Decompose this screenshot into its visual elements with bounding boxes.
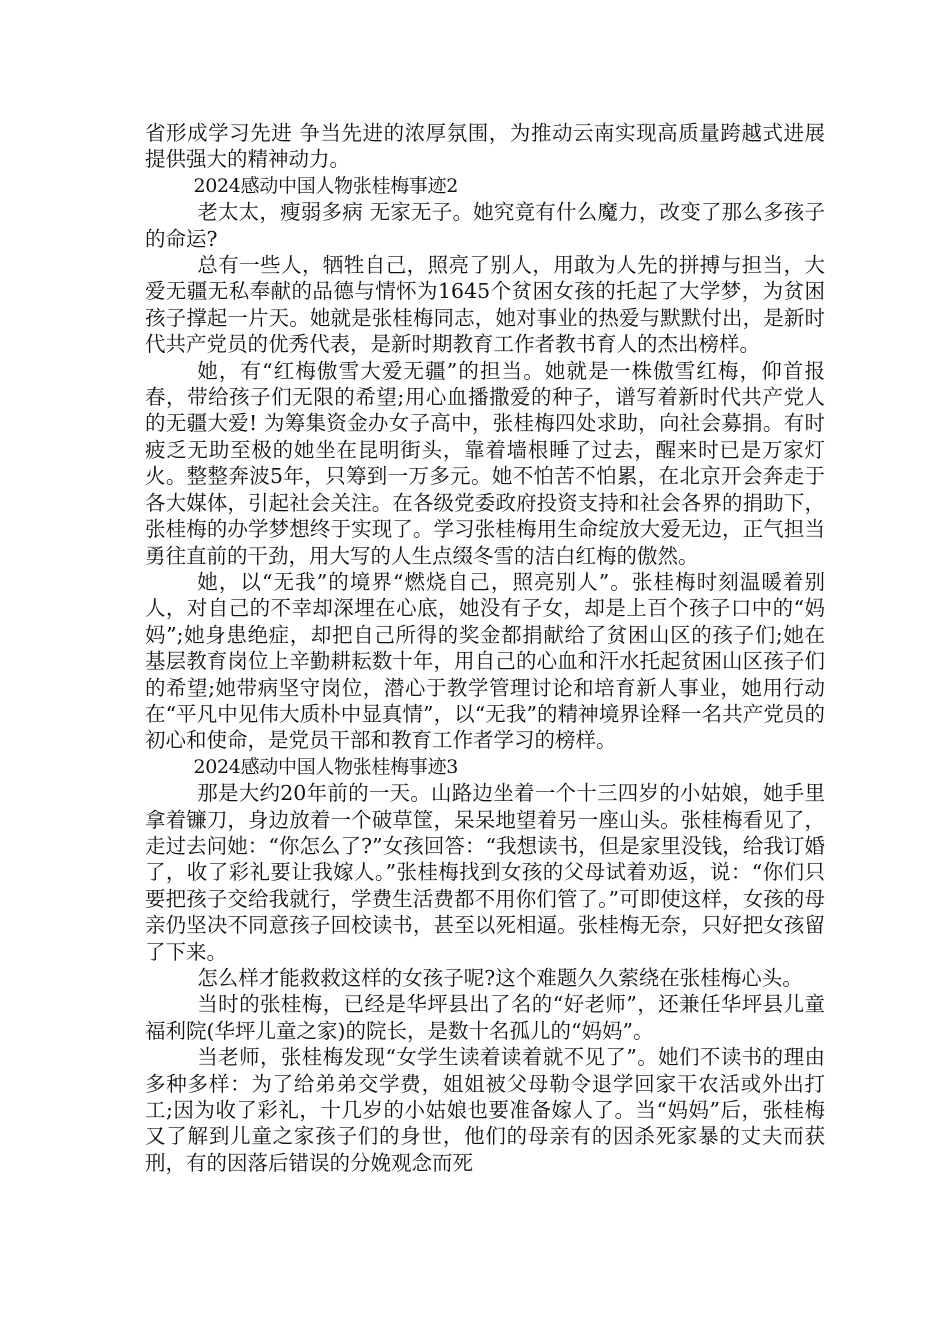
paragraph: 她，有“红梅傲雪大爱无疆”的担当。她就是一株傲雪红梅，仰首报春，带给孩子们无限的希望;用心血播撒爱的种子，谱写着新时代共产党人的无疆大爱! 为筹集资金办女子高中，张桂梅四处求助，向社会募捐。有时疲乏无助至极的她坐在昆明街头，靠着墙根睡了过去，醒来时已是万家灯火。整整奔波5年，只筹到一万多元。她不怕苦不怕累，在北京开会奔走于各大媒体，引起社会关注。在各级党委政府投资支持和社会各界的捐助下，张桂梅的办学梦想终于实现了。学习张桂梅用生命绽放大爱无边，正气担当勇往直前的干劲，用大写的人生点缀冬雪的洁白红梅的傲然。 <box>145 358 825 568</box>
document-body <box>145 120 825 1176</box>
paragraph: 那是大约20年前的一天。山路边坐着一个十三四岁的小姑娘，她手里拿着镰刀，身边放着一个破草筐，呆呆地望着另一座山头。张桂梅看见了，走过去问她：“你怎么了?”女孩回答：“我想读书，但是家里没钱，给我订婚了，收了彩礼要让我嫁人。”张桂梅找到女孩的父母试着劝返，说：“你们只要把孩子交给我就行，学费生活费都不用你们管了。”可即使这样，女孩的母亲仍坚决不同意孩子回校读书，甚至以死相逼。张桂梅无奈，只好把女孩留了下来。 <box>145 781 825 964</box>
paragraph: 总有一些人，牺牲自己，照亮了别人，用敢为人先的拼搏与担当，大爱无疆无私奉献的品德与情怀为1645个贫困女孩的托起了大学梦，为贫困孩子撑起一片天。她就是张桂梅同志，她对事业的热爱与默默付出，是新时代共产党员的优秀代表，是新时期教育工作者教书育人的杰出榜样。 <box>145 253 825 357</box>
section-heading-2: 2024感动中国人物张桂梅事迹2 <box>193 174 459 197</box>
paragraph: 怎么样才能救救这样的女孩子呢?这个难题久久萦绕在张桂梅心头。 <box>197 966 803 990</box>
paragraph: 老太太，瘦弱多病 无家无子。她究竟有什么魔力，改变了那么多孩子的命运? <box>145 200 825 251</box>
paragraph-continuation: 省形成学习先进 争当先进的浓厚氛围，为推动云南实现高质量跨越式进展提供强大的精神动力。 <box>145 121 825 172</box>
paragraph: 当老师，张桂梅发现“女学生读着读着就不见了”。她们不读书的理由多种多样：为了给弟弟交学费，姐姐被父母勒令退学回家干农活或外出打工;因为收了彩礼，十几岁的小姑娘也要准备嫁人了。当“妈妈”后，张桂梅又了解到儿童之家孩子们的身世，他们的母亲有的因杀死家暴的丈夫而获刑，有的因落后错误的分娩观念而死 <box>145 1045 825 1175</box>
paragraph: 当时的张桂梅，已经是华坪县出了名的“好老师”，还兼任华坪县儿童福利院(华坪儿童之家)的院长，是数十名孤儿的“妈妈”。 <box>145 992 825 1043</box>
paragraph: 她，以“无我”的境界“燃烧自己，照亮别人”。张桂梅时刻温暖着别人，对自己的不幸却深埋在心底，她没有子女，却是上百个孩子口中的“妈妈”;她身患绝症，却把自己所得的奖金都捐献给了贫困山区的孩子们;她在基层教育岗位上辛勤耕耘数十年，用自己的心血和汗水托起贫困山区孩子们的希望;她带病坚守岗位，潜心于教学管理讨论和培育新人事业，她用行动在“平凡中见伟大质朴中显真情”，以“无我”的精神境界诠释一名共产党员的初心和使命，是党员干部和教育工作者学习的榜样。 <box>145 569 825 753</box>
section-heading-3: 2024感动中国人物张桂梅事迹3 <box>193 755 459 778</box>
